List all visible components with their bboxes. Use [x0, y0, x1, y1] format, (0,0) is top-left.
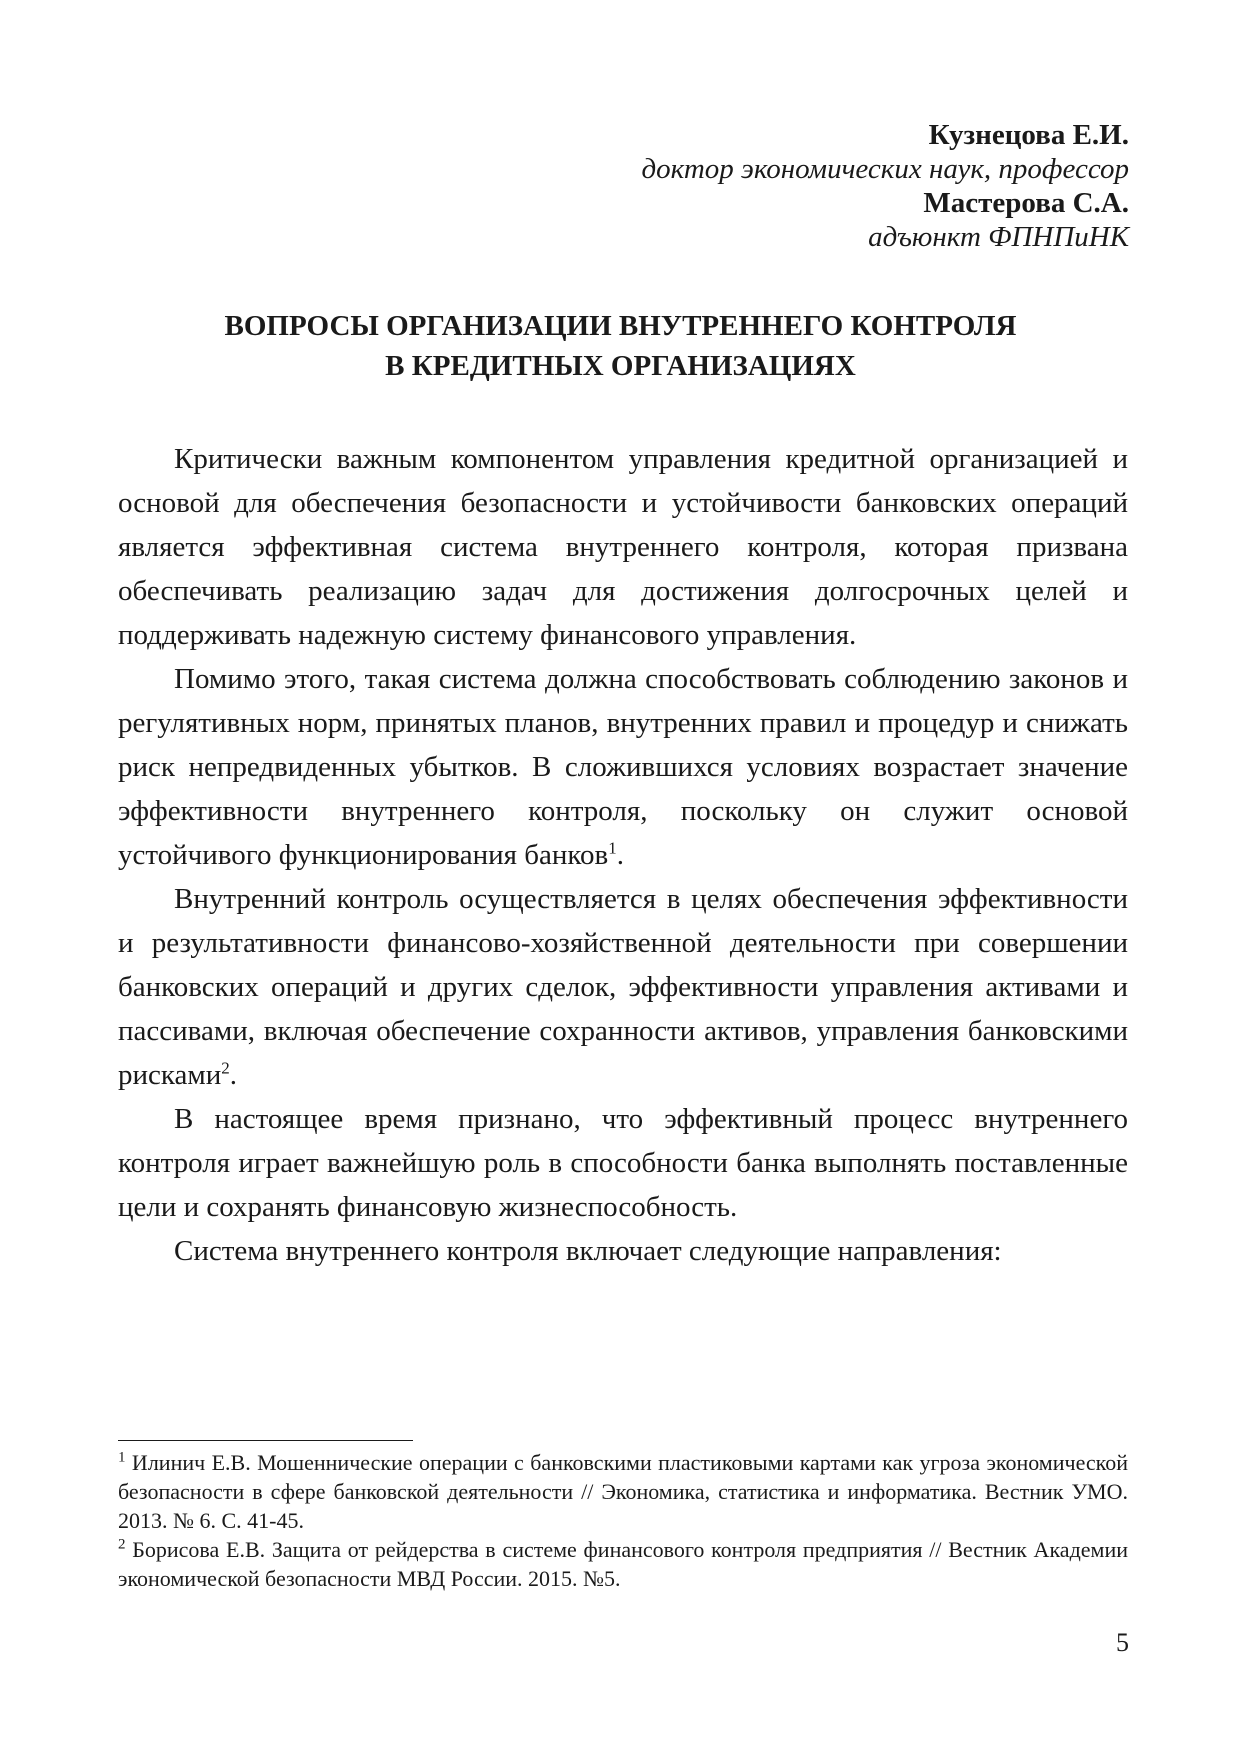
paragraph-tail: . — [616, 839, 624, 871]
author-name: Мастерова С.А. — [923, 187, 1129, 219]
footnotes — [118, 1448, 1128, 1593]
paragraph-text: Система внутреннего контроля включает следующие направления: — [174, 1235, 1002, 1267]
title-line: В КРЕДИТНЫХ ОРГАНИЗАЦИЯХ — [385, 350, 856, 382]
author-name: Кузнецова Е.И. — [928, 119, 1129, 151]
paragraph — [118, 1097, 1128, 1229]
paragraph-text: Внутренний контроль осуществляется в целях обеспечения эффективности и результативности финансово-хозяйственной деятельности при совершении банковских операций и других сделок, эффективности управления активами и пассивами, включая обеспечение сохранности активов, управления банковскими рисками — [118, 883, 1128, 1091]
footnote-divider — [118, 1440, 413, 1441]
footnote — [118, 1448, 1128, 1535]
paragraph — [118, 657, 1128, 877]
footnote-ref[interactable]: 1 — [608, 838, 617, 858]
article-body — [118, 437, 1128, 1273]
author-role: доктор экономических наук, профессор — [641, 153, 1129, 185]
footnote-number: 1 — [118, 1449, 126, 1466]
footnote-ref[interactable]: 2 — [221, 1058, 230, 1078]
author-role: адъюнкт ФПНПиНК — [868, 221, 1129, 253]
page-number: 5 — [1116, 1628, 1129, 1657]
footnote — [118, 1535, 1128, 1593]
footnote-text: Илинич Е.В. Мошеннические операции с банковскими пластиковыми картами как угроза экономической безопасности в сфере банковской деятельности // Экономика, статистика и информатика. Вестник УМО. 2013. № 6. С. 41-45. — [118, 1450, 1128, 1533]
footnote-number: 2 — [118, 1536, 126, 1553]
footnote-text: Борисова Е.В. Защита от рейдерства в системе финансового контроля предприятия // Вестник Академии экономической безопасности МВД России. 2015. №5. — [118, 1537, 1128, 1591]
authors-block — [641, 118, 1129, 254]
paragraph — [118, 1229, 1128, 1273]
article-title — [0, 306, 1241, 386]
paragraph-text: Критически важным компонентом управления кредитной организацией и основой для обеспечения безопасности и устойчивости банковских операций является эффективная система внутреннего контроля, которая призвана обеспечивать реализацию задач для достижения долгосрочных целей и поддерживать надежную систему финансового управления. — [118, 443, 1128, 651]
paragraph-tail: . — [229, 1059, 238, 1091]
paragraph-text: Помимо этого, такая система должна способствовать соблюдению законов и регулятивных норм, принятых планов, внутренних правил и процедур и снижать риск непредвиденных убытков. В сложившихся условиях возрастает значение эффективности внутреннего контроля, поскольку он служит основой устойчивого функционирования банков — [118, 663, 1128, 871]
paragraph — [118, 437, 1128, 657]
title-line: ВОПРОСЫ ОРГАНИЗАЦИИ ВНУТРЕННЕГО КОНТРОЛЯ — [224, 310, 1017, 342]
paragraph — [118, 877, 1128, 1097]
paragraph-text: В настоящее время признано, что эффективный процесс внутреннего контроля играет важнейшую роль в способности банка выполнять поставленные цели и сохранять финансовую жизнеспособность. — [118, 1103, 1128, 1223]
